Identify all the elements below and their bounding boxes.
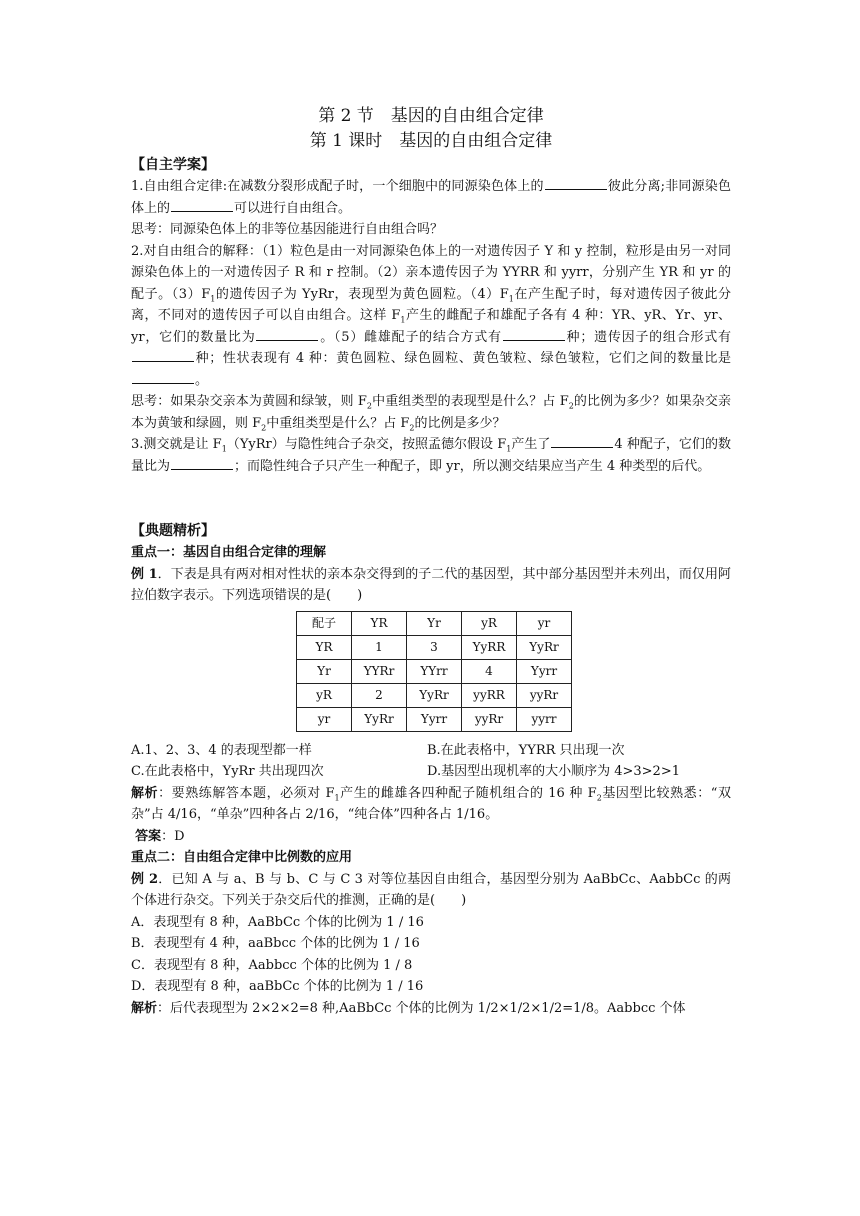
example-2-explanation: 解析：后代表现型为 2×2×2=8 种,AaBbCc 个体的比例为 1/2×1/2×1/2=1/8。Aabbcc 个体 [131, 1000, 686, 1016]
table-cell: YYRr [352, 659, 407, 683]
answer-blank[interactable] [545, 176, 607, 190]
table-cell: yR [297, 683, 352, 707]
option-d: D．表现型有 8 种，aaBbCc 个体的比例为 1 / 16 [131, 979, 424, 994]
table-cell: YyRr [517, 635, 572, 659]
table-cell: YR [352, 611, 407, 635]
answer-blank[interactable] [256, 327, 318, 341]
table-cell: Yr [297, 659, 352, 683]
think-1: 思考：同源染色体上的非等位基因能进行自由组合吗？ [131, 222, 444, 237]
think-2: 思考：如果杂交亲本为黄圆和绿皱，则 $F_2$中重组类型的表现型是什么？占 $F_2$的比例为多少？如果杂交亲本为黄皱和绿圆，则 $F_2$中重组类型是什么？占 $F_2$的比例是多少？ [131, 394, 731, 433]
table-cell: yyRr [517, 683, 572, 707]
example-1: 例 1．下表是具有两对相对性状的亲本杂交得到的子二代的基因型，其中部分基因型并未列出，而仅用阿拉伯数字表示。下列选项错误的是( ) [131, 566, 731, 603]
table-cell: yyRR [462, 683, 517, 707]
table-cell: yR [462, 611, 517, 635]
lesson-title: 第 1 课时 基因的自由组合定律 [309, 131, 553, 151]
answer-blank[interactable] [171, 198, 233, 212]
option-d: D.基因型出现机率的大小顺序为 4>3>2>1 [427, 764, 680, 779]
table-cell: 2 [352, 683, 407, 707]
key-point-1: 重点一：基因自由组合定律的理解 [131, 545, 327, 560]
table-cell: YyRR [462, 635, 517, 659]
answer-blank[interactable] [132, 370, 194, 384]
key-point-2: 重点二：自由组合定律中比例数的应用 [131, 850, 353, 865]
table-cell: YyRr [407, 683, 462, 707]
analysis-heading: 【典题精析】 [131, 523, 215, 539]
table-row [297, 683, 572, 707]
table-cell: Yr [407, 611, 462, 635]
table-row [297, 635, 572, 659]
table-row [297, 659, 572, 683]
table-cell: yr [297, 707, 352, 731]
table-cell: Yyrr [407, 707, 462, 731]
option-b: B．表现型有 4 种，aaBbcc 个体的比例为 1 / 16 [131, 936, 420, 951]
option-c: C．表现型有 8 种，Aabbcc 个体的比例为 1 / 8 [131, 957, 413, 973]
table-cell: yyrr [517, 707, 572, 731]
genotype-table [296, 611, 572, 732]
table-cell: YR [297, 635, 352, 659]
self-study-heading: 【自主学案】 [131, 157, 215, 173]
table-cell: YYrr [407, 659, 462, 683]
document-content [131, 104, 731, 1019]
table-cell: yr [517, 611, 572, 635]
table-cell: 4 [462, 659, 517, 683]
section-title: 第 2 节 基因的自由组合定律 [318, 106, 544, 126]
answer-blank[interactable] [503, 327, 565, 341]
option-c: C.在此表格中，YyRr 共出现四次 [131, 764, 324, 779]
answer-blank[interactable] [171, 456, 233, 470]
table-cell: Yyrr [517, 659, 572, 683]
example-1-answer: 答案：D [135, 828, 185, 844]
answer-blank[interactable] [551, 434, 613, 448]
table-cell: YyRr [352, 707, 407, 731]
example-1-options [131, 740, 731, 783]
item-2: 2.对自由组合的解释：（1）粒色是由一对同源染色体上的一对遗传因子 Y 和 y 控制，粒形是由另一对同源染色体上的一对遗传因子 R 和 r 控制。（2）亲本遗传因子为 YYRR 和 yyrr，分别产生 YR 和 yr 的配子。$(3)F_1$的遗传因子为 YyRr，表现型为黄色圆粒。$(4)F_1$在产生配子时，每对遗传因子彼此分离，不同对的遗传因子可以自由组合。这样 $F_1$产生的雌配子和雄配子各有 4 种：YR、yR、Yr、yr、yr，它们的数量比为 。（5）雌雄配子的结合方式有 种；遗传因子的组合形式有种；性状表现有 4 种：黄色圆粒、绿色圆粒、黄色皱粒、绿色皱粒，它们之间的数量比是。 [131, 243, 732, 388]
option-a: A．表现型有 8 种，AaBbCc 个体的比例为 1 / 16 [131, 914, 424, 930]
option-a: A.1、2、3、4 的表现型都一样 [131, 742, 312, 758]
example-1-explanation: 解析：要熟练解答本题，必须对 $F_1$产生的雌雄各四种配子随机组合的 16 种 $F_2$基因型比较熟悉：“双杂”占 4/16，“单杂”四种各占 2/16，“纯合体”四种各占 1/16。 [131, 785, 731, 822]
spacer [131, 477, 731, 520]
example-2: 例 2．已知 A 与 a、B 与 b、C 与 C 3 对等位基因自由组合，基因型分别为 AaBbCc、AabbCc 的两个体进行杂交。下列关于杂交后代的推测，正确的是( ) [131, 871, 731, 908]
table-row [297, 707, 572, 731]
table-cell: 1 [352, 635, 407, 659]
option-b: B.在此表格中，YYRR 只出现一次 [427, 742, 625, 758]
item-1: 1.自由组合定律:在减数分裂形成配子时，一个细胞中的同源染色体上的 彼此分离;非同源染色体上的 可以进行自由组合。 [131, 176, 731, 219]
table-header-row [297, 611, 572, 635]
table-cell: yyRr [462, 707, 517, 731]
answer-blank[interactable] [132, 348, 194, 362]
table-cell: 配子 [297, 611, 352, 635]
table-cell: 3 [407, 635, 462, 659]
item-3: 3.测交就是让 $F_1(YyRr)$与隐性纯合子杂交，按照孟德尔假设 $F_1$产生了 4 种配子，它们的数量比为 ；而隐性纯合子只产生一种配子，即 yr，所以测交结果应当产生 4 种类型的后代。 [131, 434, 731, 477]
